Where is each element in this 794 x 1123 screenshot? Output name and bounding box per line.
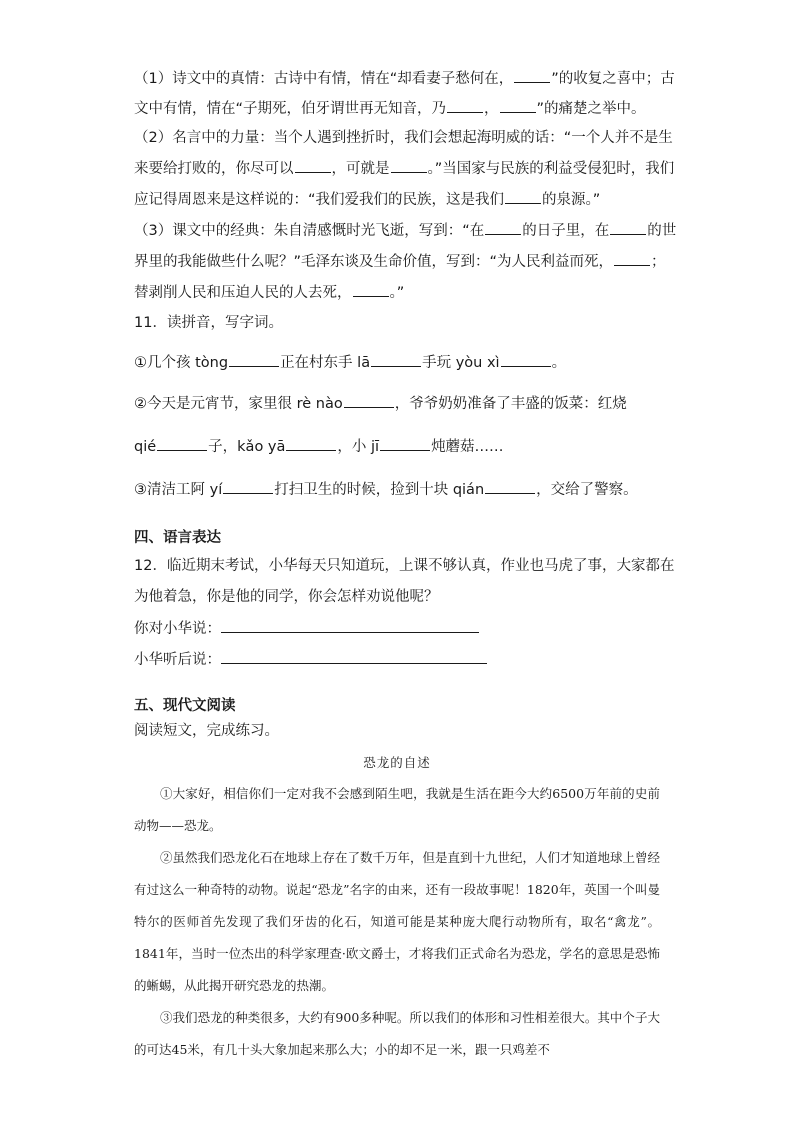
answer-blank[interactable] [500, 98, 536, 113]
text: ， [484, 101, 499, 117]
article-paragraph-1: ①大家好，相信你们一定对我不会感到陌生吧，我就是生活在距今大约6500万年前的史前动物——恐龙。 [134, 786, 660, 833]
text: 文中有情，情在“子期死，伯牙谓世再无知音，乃 [134, 101, 447, 117]
answer-blank[interactable] [614, 251, 650, 266]
q11-title: 11．读拼音，写字词。 [134, 315, 283, 331]
text: qié [134, 439, 157, 455]
text: 。” [389, 285, 405, 301]
q12-line1: 12．临近期末考试，小华每天只知道玩，上课不够认真，作业也马虎了事，大家都在 [134, 558, 675, 574]
text: ； [651, 254, 666, 270]
q10-2-line1 [134, 128, 673, 148]
text: 的泉源。” [542, 192, 601, 208]
q10-3-line1 [134, 220, 676, 241]
text: 你对小华说： [134, 621, 221, 637]
section-heading-modern-reading: 五、现代文阅读 [134, 698, 236, 714]
text: ①几个孩 tòng [134, 355, 229, 371]
q10-1-line1 [134, 68, 675, 89]
text: （2）名言中的力量：当个人遇到挫折时，我们会想起海明威的话：“一个人并不是生 [134, 130, 673, 146]
text: 子，kǎo yā [208, 439, 286, 455]
answer-blank[interactable] [157, 436, 207, 451]
reading-instruction: 阅读短文，完成练习。 [134, 723, 279, 739]
answer-blank[interactable] [229, 352, 279, 367]
answer-blank[interactable] [514, 68, 550, 83]
q10-3-line2 [134, 251, 666, 272]
text: ”的痛楚之举中。 [536, 101, 646, 117]
text: ，交给了警察。 [536, 482, 638, 498]
text: ，爷爷奶奶准备了丰盛的饭菜：红烧 [394, 396, 627, 412]
answer-blank[interactable] [485, 220, 521, 235]
answer-blank[interactable] [286, 436, 336, 451]
answer-blank[interactable] [223, 479, 273, 494]
text: 。”当国家与民族的利益受侵犯时，我们 [427, 161, 675, 177]
text: ，可就是 [331, 161, 390, 177]
article-paragraph-2: ②虽然我们恐龙化石在地球上存在了数千万年，但是直到十九世纪，人们才知道地球上曾经有过这么一种奇特的动物。说起“恐龙”名字的由来，还有一段故事呢！1820年，英国一个叫曼特尔的医师首先发现了我们牙齿的化石，知道可能是某种庞大爬行动物所有，取名“禽龙”。1841年，当时一位杰出的科学家理查·欧文爵士，才将我们正式命名为恐龙，学名的意思是恐怖的蜥蜴，从此揭开研究恐龙的热潮。 [134, 850, 661, 993]
text: （1）诗文中的真情：古诗中有情，情在“却看妻子愁何在， [134, 71, 514, 87]
text: 界里的我能做些什么呢？”毛泽东谈及生命价值，写到：“为人民利益而死， [134, 254, 614, 270]
text: （3）课文中的经典：朱自清感慨时光飞逝，写到：“在 [134, 223, 485, 239]
text: ，小 jī [337, 439, 380, 455]
answer-blank[interactable] [610, 220, 646, 235]
section-heading-language-expression: 四、语言表达 [134, 530, 221, 546]
q10-2-line2 [134, 158, 674, 179]
answer-blank[interactable] [485, 479, 535, 494]
text: 应记得周恩来是这样说的：“我们爱我们的民族，这是我们 [134, 192, 505, 208]
answer-blank[interactable] [295, 158, 331, 173]
q12-answer-row1 [134, 618, 479, 639]
text: 替剥削人民和压迫人民的人去死， [134, 285, 352, 301]
q12-line2: 为他着急，你是他的同学，你会怎样劝说他呢？ [134, 589, 439, 605]
answer-blank[interactable] [391, 158, 427, 173]
q10-1-line2 [134, 98, 646, 119]
q11-item2-cont [134, 436, 504, 457]
text: 小华听后说： [134, 652, 221, 668]
q11-item2 [134, 393, 627, 414]
text: 的世 [647, 223, 677, 239]
q11-item1 [134, 352, 566, 373]
q11-item3 [134, 479, 638, 500]
q12-answer-row2 [134, 649, 487, 670]
q10-2-line3 [134, 189, 600, 210]
answer-blank[interactable] [344, 393, 394, 408]
answer-blank[interactable] [447, 98, 483, 113]
text: 手玩 yòu xì [422, 355, 500, 371]
article-paragraph-3: ③我们恐龙的种类很多，大约有900多种呢。所以我们的体形和习性相差很大。其中个子大的可达45米，有几十头大象加起来那么大；小的却不足一米，跟一只鸡差不 [134, 1010, 660, 1057]
answer-line[interactable] [221, 649, 487, 664]
text: ③清洁工阿 yí [134, 482, 223, 498]
answer-blank[interactable] [505, 189, 541, 204]
text: 打扫卫生的时候，捡到十块 qián [274, 482, 485, 498]
article-title: 恐龙的自述 [363, 755, 431, 770]
text: ②今天是元宵节，家里很 rè nào [134, 396, 343, 412]
answer-blank[interactable] [353, 282, 389, 297]
answer-line[interactable] [221, 618, 479, 633]
q10-3-line3 [134, 282, 404, 303]
text: 炖蘑菇…… [431, 439, 504, 455]
text: 来要给打败的，你尽可以 [134, 161, 294, 177]
text: 的日子里，在 [522, 223, 610, 239]
text: 。 [551, 355, 567, 371]
text: ”的收复之喜中；古 [551, 71, 675, 87]
answer-blank[interactable] [380, 436, 430, 451]
text: 正在村东手 lā [280, 355, 371, 371]
answer-blank[interactable] [501, 352, 551, 367]
answer-blank[interactable] [371, 352, 421, 367]
